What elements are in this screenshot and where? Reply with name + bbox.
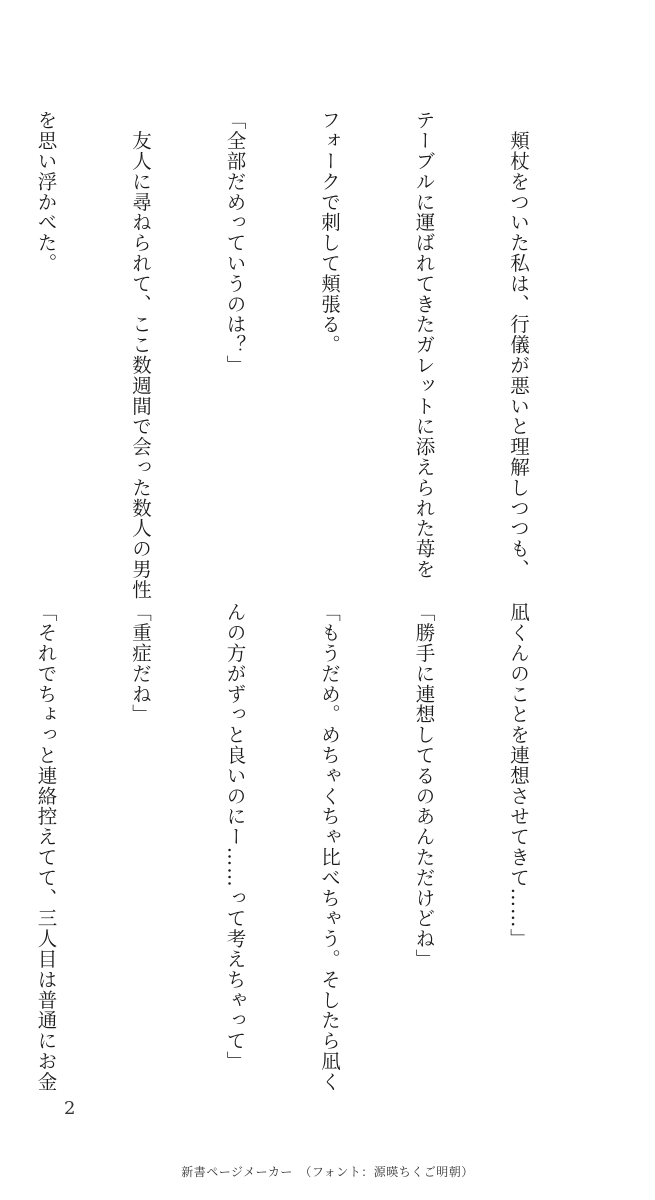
top-text-block — [0, 110, 597, 600]
text-line: 「もうだめ。めちゃくちゃ比べちゃう。そしたら凪く — [318, 602, 341, 1092]
page-number: 2 — [64, 1098, 76, 1119]
footer-credit: 新書ページメーカー （フォント：源暎ちくご明朝） — [181, 1165, 474, 1179]
text-line: んの方がずっと良いのにー……って考えちゃって」 — [223, 602, 247, 1072]
text-line: フォークで刺して頬張る。 — [318, 110, 341, 355]
text-line: 凪くんのことを連想させてきて……」 — [507, 602, 530, 949]
text-line: 「勝手に連想してるのあんただけどね」 — [412, 602, 436, 970]
text-line: 頬杖をついた私は、行儀が悪いと理解しつつも、 — [507, 110, 530, 580]
text-line: 「全部だめっていうのは？」 — [223, 110, 247, 376]
text-line: 「それでちょっと連絡控えてて、三人目は普通にお金 — [34, 602, 58, 1092]
bottom-text-block — [0, 602, 597, 1092]
text-line: テーブルに運ばれてきたガレットに添えられた苺を — [412, 110, 436, 580]
text-line: 「重症だね」 — [129, 602, 152, 725]
text-line: を思い浮かべた。 — [34, 110, 58, 274]
text-line: 友人に尋ねられて、ここ数週間で会った数人の男性 — [129, 110, 152, 600]
